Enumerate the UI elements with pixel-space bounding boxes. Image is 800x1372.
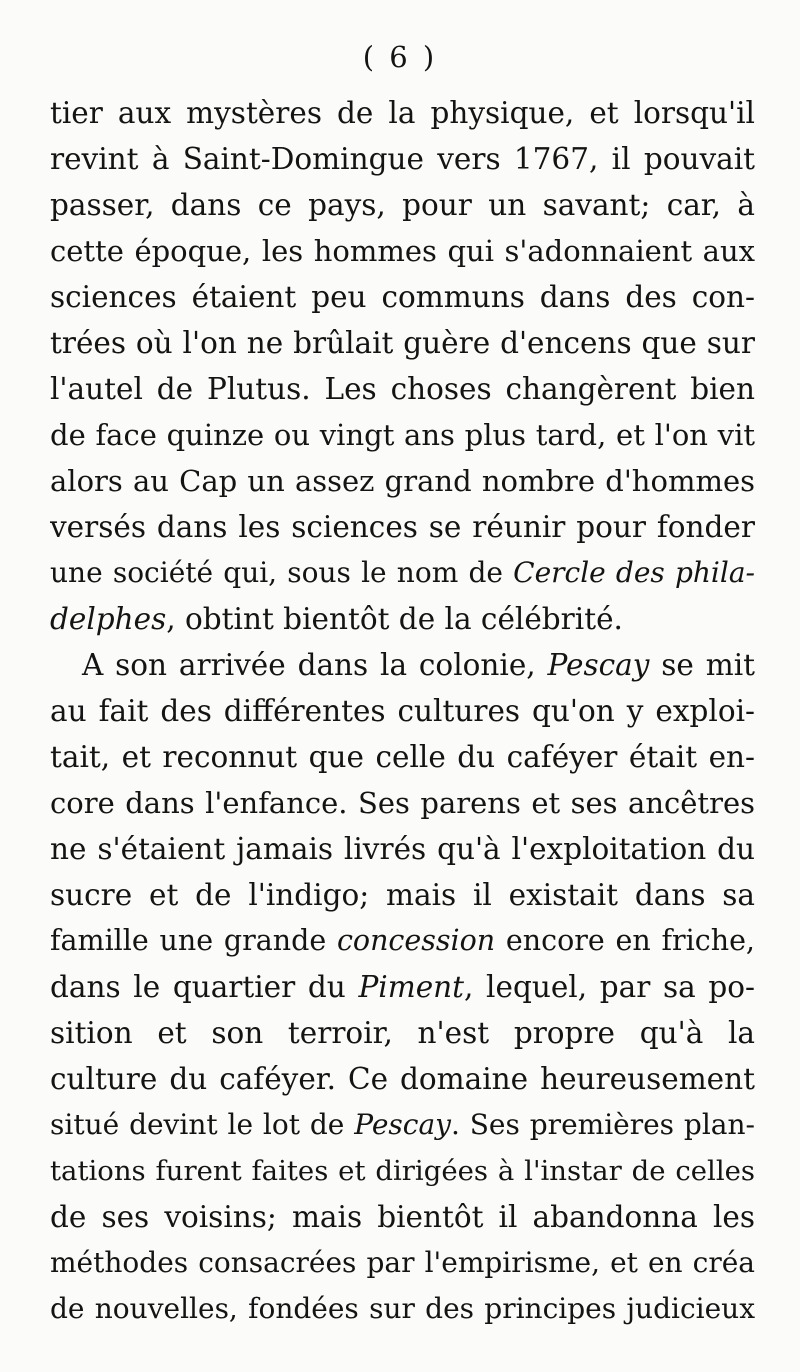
text-line: [50, 918, 755, 964]
text-segment: tations furent faites et dirigées à l'instar de celles: [50, 1155, 755, 1187]
page-number: ( 6 ): [362, 40, 438, 74]
text-segment: . Ses premières plan-: [450, 1108, 755, 1141]
italic-text: delphes: [50, 602, 167, 636]
text-segment: alors au Cap un assez grand nombre d'hommes: [50, 464, 755, 498]
text-line: [50, 504, 755, 550]
text-segment: au fait des différentes cultures qu'on y exploi-: [50, 694, 755, 728]
text-line: [50, 1286, 755, 1332]
text-segment: ne s'étaient jamais livrés qu'à l'exploitation du: [50, 832, 755, 866]
text-line: [50, 596, 755, 642]
text-line: [50, 964, 755, 1010]
text-line: [50, 136, 755, 182]
text-segment: core dans l'enfance. Ses parens et ses ancêtres: [50, 786, 755, 820]
text-segment: tier aux mystères de la physique, et lorsqu'il: [50, 96, 755, 130]
text-segment: revint à Saint-Domingue vers 1767, il pouvait: [50, 142, 755, 176]
text-segment: , obtint bientôt de la célébrité.: [166, 602, 623, 636]
italic-text: Pescay: [547, 648, 650, 682]
text-segment: encore en friche,: [495, 924, 755, 957]
text-segment: de face quinze ou vingt ans plus tard, et l'on vit: [50, 418, 755, 452]
text-line: [50, 320, 755, 366]
italic-text: Cercle des phila-: [513, 556, 755, 589]
text-line: [50, 228, 755, 274]
text-line: [50, 458, 755, 504]
text-line: [50, 182, 755, 228]
body-text: [50, 90, 755, 1332]
text-line: [50, 642, 755, 688]
text-line: [50, 1010, 755, 1056]
text-segment: de ses voisins; mais bientôt il abandonna les: [50, 1200, 755, 1234]
text-segment: passer, dans ce pays, pour un savant; car, à: [50, 188, 755, 222]
text-segment: cette époque, les hommes qui s'adonnaient aux: [50, 234, 755, 268]
text-segment: l'autel de Plutus. Les choses changèrent bien: [50, 372, 755, 406]
text-segment: de nouvelles, fondées sur des principes judicieux: [50, 1292, 755, 1325]
text-line: [50, 1240, 755, 1286]
text-line: [50, 1102, 755, 1148]
italic-text: Pescay: [354, 1108, 451, 1141]
text-line: [50, 826, 755, 872]
text-line: [50, 274, 755, 320]
text-segment: trées où l'on ne brûlait guère d'encens que sur: [50, 326, 755, 360]
text-segment: dans le quartier du: [50, 970, 359, 1004]
text-line: [50, 1056, 755, 1102]
text-line: [50, 1148, 755, 1194]
text-line: [50, 412, 755, 458]
text-segment: , lequel, par sa po-: [464, 970, 755, 1004]
text-segment: méthodes consacrées par l'empirisme, et en créa: [50, 1246, 755, 1279]
text-line: [50, 550, 755, 596]
text-line: [50, 780, 755, 826]
italic-text: concession: [336, 924, 496, 957]
text-segment: versés dans les sciences se réunir pour fonder: [50, 510, 755, 544]
text-line: [50, 366, 755, 412]
text-segment: situé devint le lot de: [50, 1108, 355, 1141]
text-segment: culture du caféyer. Ce domaine heureusement: [50, 1062, 755, 1096]
text-line: [50, 872, 755, 918]
text-segment: se mit: [649, 648, 755, 682]
text-segment: famille une grande: [50, 924, 337, 957]
text-line: [50, 734, 755, 780]
text-line: [50, 90, 755, 136]
text-segment: A son arrivée dans la colonie,: [82, 648, 548, 682]
text-segment: tait, et reconnut que celle du caféyer était en-: [50, 740, 755, 774]
italic-text: Piment: [358, 970, 465, 1004]
text-line: [50, 688, 755, 734]
text-line: [50, 1194, 755, 1240]
text-segment: sciences étaient peu communs dans des con-: [50, 280, 755, 314]
text-segment: sition et son terroir, n'est propre qu'à la: [50, 1016, 755, 1050]
text-segment: sucre et de l'indigo; mais il existait dans sa: [50, 878, 755, 912]
text-segment: une société qui, sous le nom de: [50, 556, 514, 589]
